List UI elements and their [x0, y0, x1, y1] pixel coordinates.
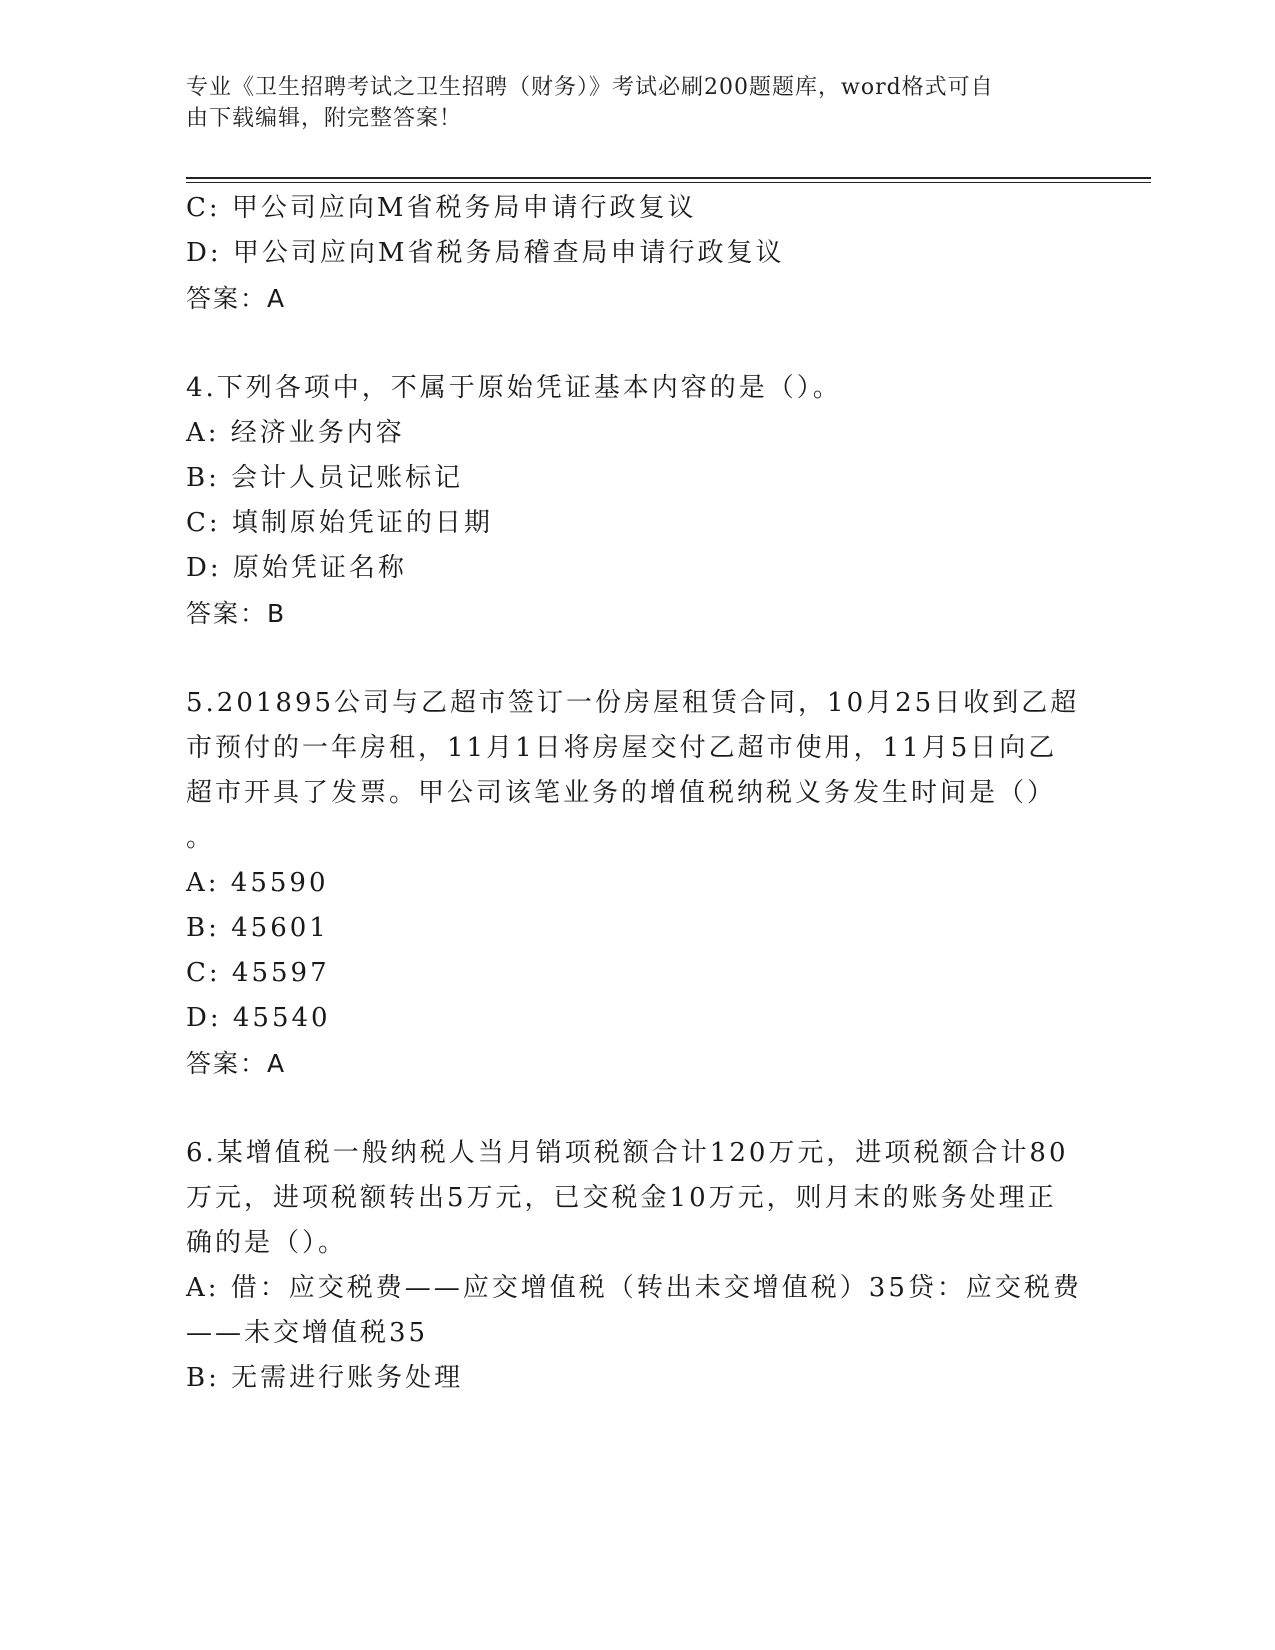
q4-option-d: D: 原始凭证名称 [186, 553, 407, 583]
q6-stem-line-1: 6.某增值税一般纳税人当月销项税额合计120万元，进项税额合计80 [186, 1138, 1069, 1168]
q5-stem-line-1: 5.201895公司与乙超市签订一份房屋租赁合同，10月25日收到乙超 [186, 688, 1080, 718]
question-5 [186, 681, 1086, 1086]
document-header [186, 72, 1066, 134]
q6-stem-line-2: 万元，进项税额转出5万元，已交税金10万元，则月末的账务处理正 [186, 1183, 1057, 1213]
q5-stem-line-4: 。 [186, 823, 216, 853]
header-divider-thin [186, 182, 1151, 183]
question-content [186, 186, 1086, 1401]
q4-stem: 4.下列各项中，不属于原始凭证基本内容的是（）。 [186, 373, 842, 403]
question-6 [186, 1131, 1086, 1401]
header-title-line-1: 专业《卫生招聘考试之卫生招聘（财务）》考试必刷200题题库，word格式可自 [186, 75, 994, 100]
q5-option-d: D: 45540 [186, 1003, 331, 1033]
q5-stem-line-2: 市预付的一年房租，11月1日将房屋交付乙超市使用，11月5日向乙 [186, 733, 1058, 763]
q6-option-a-line-2: ——未交增值税35 [186, 1318, 429, 1348]
q5-option-c: C: 45597 [186, 958, 330, 988]
q5-option-b: B: 45601 [186, 913, 329, 943]
question-3 [186, 186, 1086, 321]
q5-stem-line-3: 超市开具了发票。甲公司该笔业务的增值税纳税义务发生时间是（） [186, 778, 1057, 808]
q3-option-c: C: 甲公司应向M省税务局申请行政复议 [186, 193, 697, 223]
q4-option-b: B: 会计人员记账标记 [186, 463, 464, 493]
q4-option-a: A: 经济业务内容 [186, 418, 405, 448]
q4-option-c: C: 填制原始凭证的日期 [186, 508, 493, 538]
q4-answer: 答案：B [186, 599, 287, 628]
q6-stem-line-3: 确的是（）。 [186, 1228, 348, 1258]
q3-answer: 答案：A [186, 284, 287, 313]
q3-option-d: D: 甲公司应向M省税务局稽查局申请行政复议 [186, 238, 785, 268]
q6-option-b: B: 无需进行账务处理 [186, 1363, 464, 1393]
q5-answer: 答案：A [186, 1049, 287, 1078]
q6-option-a-line-1: A: 借：应交税费——应交增值税（转出未交增值税）35贷：应交税费 [186, 1273, 1082, 1303]
header-divider-thick [186, 177, 1151, 179]
q5-option-a: A: 45590 [186, 868, 329, 898]
question-4 [186, 366, 1086, 636]
header-title-line-2: 由下载编辑，附完整答案！ [186, 106, 463, 131]
